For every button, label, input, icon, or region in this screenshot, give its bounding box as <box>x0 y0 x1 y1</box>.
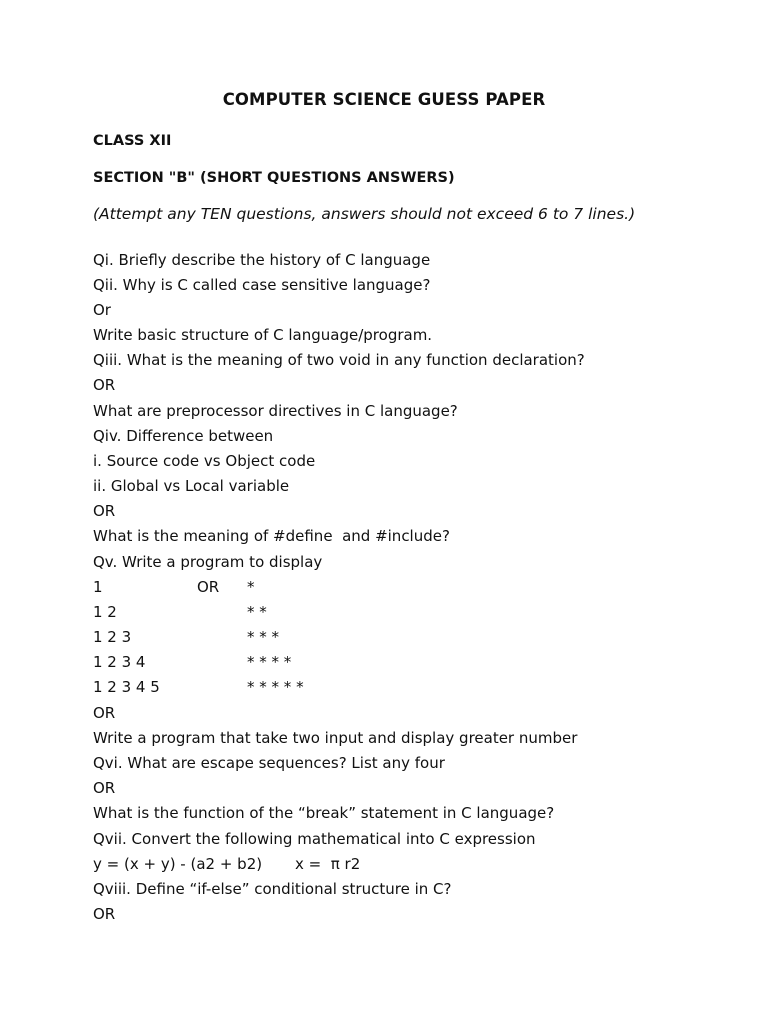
star-pattern-row: * * * <box>247 628 280 646</box>
or-line: OR <box>93 905 116 923</box>
question-line: Qi. Briefly describe the history of C language <box>93 251 431 269</box>
question-line: What are preprocessor directives in C language? <box>93 402 458 420</box>
page-title: COMPUTER SCIENCE GUESS PAPER <box>222 90 546 109</box>
question-line: i. Source code vs Object code <box>93 452 316 470</box>
question-line: Qvi. What are escape sequences? List any four <box>93 754 445 772</box>
question-line: Qviii. Define “if-else” conditional structure in C? <box>93 880 452 898</box>
question-line: Write basic structure of C language/program. <box>93 326 433 344</box>
or-line: OR <box>93 779 116 797</box>
instruction-text: (Attempt any TEN questions, answers should not exceed 6 to 7 lines.) <box>93 205 636 223</box>
star-pattern-row: * * * * <box>247 653 292 671</box>
expression-right: x = π r2 <box>295 855 361 873</box>
or-line: OR <box>93 704 116 722</box>
section-heading: SECTION "B" (SHORT QUESTIONS ANSWERS) <box>93 170 455 186</box>
question-line: What is the meaning of #define and #include? <box>93 527 450 545</box>
question-line: Qvii. Convert the following mathematical into C expression <box>93 830 536 848</box>
question-line: ii. Global vs Local variable <box>93 477 290 495</box>
question-line: Qv. Write a program to display <box>93 553 323 571</box>
question-line: What is the function of the “break” statement in C language? <box>93 804 555 822</box>
question-line: Qiv. Difference between <box>93 427 274 445</box>
question-line: Write a program that take two input and display greater number <box>93 729 578 747</box>
question-line: Qiii. What is the meaning of two void in any function declaration? <box>93 351 585 369</box>
number-pattern-row: 1 2 3 4 <box>93 653 146 671</box>
or-line: Or <box>93 301 111 319</box>
star-pattern-row: * * <box>247 603 267 621</box>
star-pattern-row: * * * * * <box>247 678 304 696</box>
question-line: Qii. Why is C called case sensitive language? <box>93 276 431 294</box>
number-pattern-row: 1 2 <box>93 603 117 621</box>
expression-left: y = (x + y) - (a2 + b2) <box>93 855 263 873</box>
pattern-or-label: OR <box>197 578 220 596</box>
or-line: OR <box>93 376 116 394</box>
class-heading: CLASS XII <box>93 133 172 149</box>
or-line: OR <box>93 502 116 520</box>
star-pattern-row: * <box>247 578 255 596</box>
number-pattern-row: 1 2 3 4 5 <box>93 678 160 696</box>
number-pattern-row: 1 <box>93 578 103 596</box>
number-pattern-row: 1 2 3 <box>93 628 132 646</box>
